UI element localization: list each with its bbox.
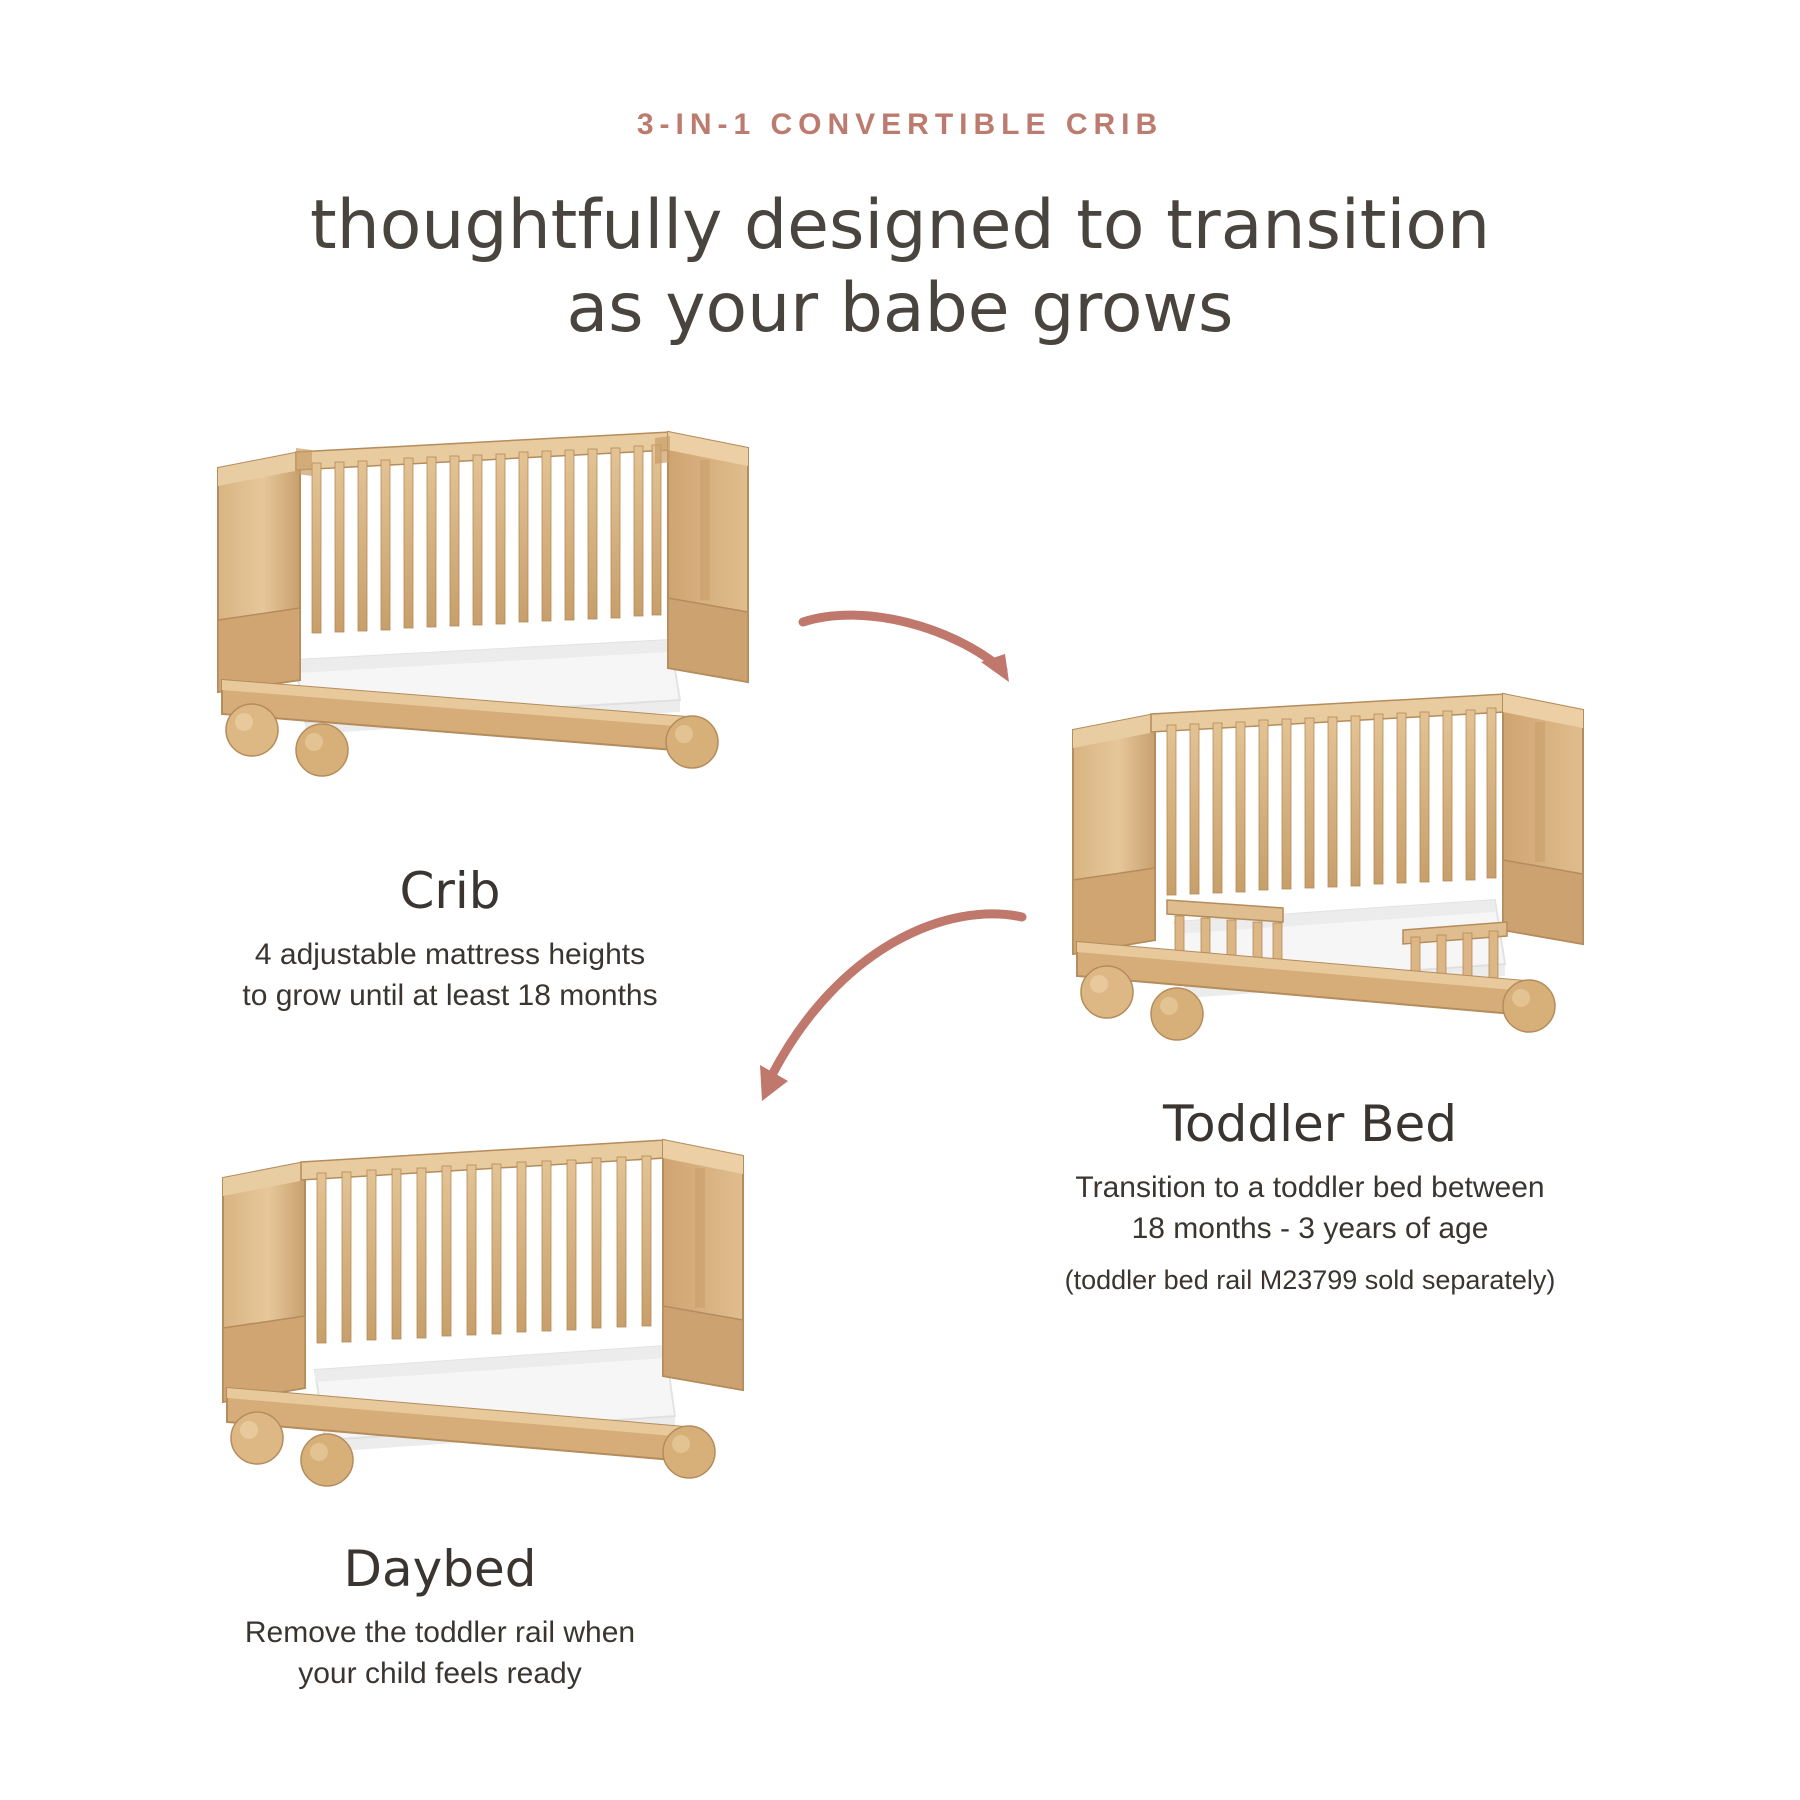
caption-body-toddler-bed <box>980 1167 1640 1250</box>
caption-title-crib: Crib <box>399 862 501 920</box>
crib-svg <box>200 430 760 820</box>
toddler-bed-illustration <box>1055 672 1615 1062</box>
headline-line-2: as your babe grows <box>566 268 1234 348</box>
caption-title-daybed: Daybed <box>343 1540 537 1598</box>
page-title <box>0 185 1800 351</box>
caption-note-toddler-bed: (toddler bed rail M23799 sold separately) <box>1064 1264 1556 1295</box>
caption-title-toddler-bed: Toddler Bed <box>1162 1095 1458 1153</box>
caption-body-toddler-line-1: Transition to a toddler bed between <box>1075 1171 1545 1204</box>
toddler-bed-svg <box>1055 672 1615 1062</box>
daybed-svg <box>205 1130 765 1520</box>
caption-daybed <box>120 1540 760 1695</box>
caption-body-crib-line-1: 4 adjustable mattress heights <box>254 938 646 971</box>
headline-line-1: thoughtfully designed to transition <box>309 186 1491 265</box>
crib-illustration <box>200 430 760 820</box>
caption-toddler-bed <box>980 1095 1640 1299</box>
caption-body-toddler-line-2: 18 months - 3 years of age <box>1131 1212 1489 1246</box>
caption-body-daybed-line-2: your child feels ready <box>298 1657 582 1691</box>
eyebrow-label: 3-IN-1 CONVERTIBLE CRIB <box>636 108 1164 141</box>
caption-body-crib <box>140 934 760 1017</box>
caption-body-crib-line-2: to grow until at least 18 months <box>242 979 658 1013</box>
caption-body-daybed <box>120 1612 760 1695</box>
arrow-1-svg <box>795 610 1055 720</box>
caption-body-daybed-line-1: Remove the toddler rail when <box>244 1616 636 1649</box>
caption-crib <box>140 862 760 1017</box>
arrow-crib-to-toddler <box>795 610 1055 725</box>
daybed-illustration <box>205 1130 765 1520</box>
